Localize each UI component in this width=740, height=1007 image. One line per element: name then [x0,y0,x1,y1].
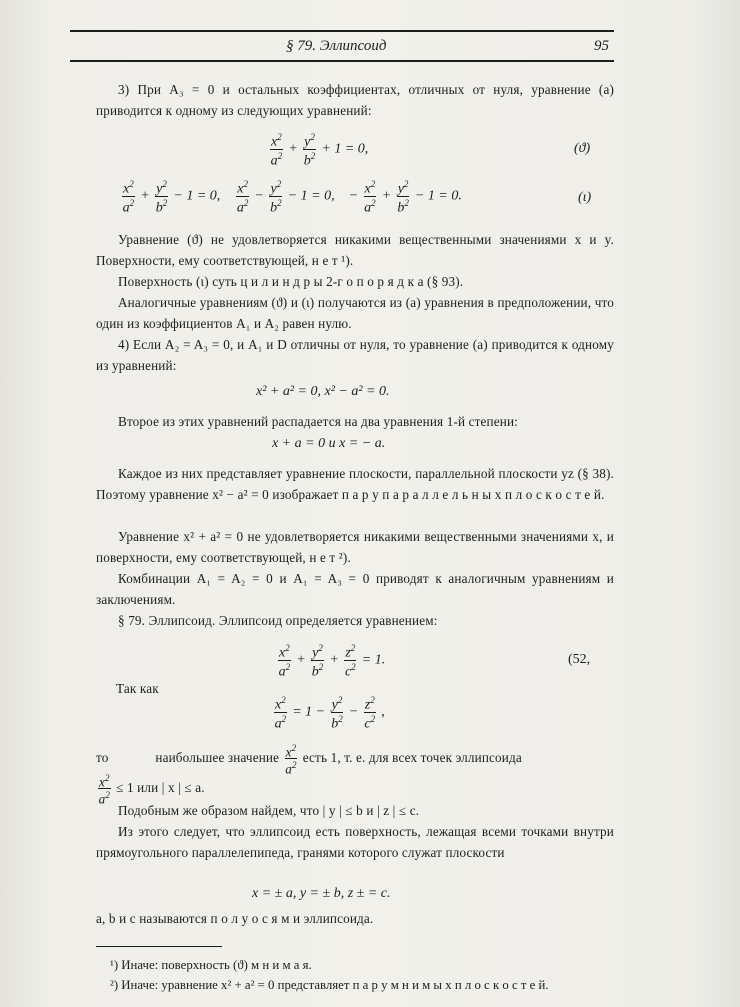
equation-ratio: $\frac{x^2}{a^2}$ = 1 − $\frac{y^2}{b^2}$ − $\frac{z^2}{c^2}$ , [274,695,385,732]
paragraph: Комбинации A₁ = A₂ = 0 и A₁ = A₃ = 0 приводят к аналогичным уравнениям и заключениям. [96,571,614,607]
equation-theta: $\frac{x^2}{a^2}$ + $\frac{y^2}{b^2}$ + 1 = 0, [270,132,369,169]
footnote: ²) Иначе: уравнение x² + a² = 0 представляет п а р у м н и м ы х п л о с к о с т е й. [110,978,549,992]
footnote: ¹) Иначе: поверхность (ϑ) м н и м а я. [110,958,312,972]
equation-planes: x = ± a, y = ± b, z ± = c. [252,886,391,901]
paragraph: Уравнение (ϑ) не удовлетворяется никакими вещественными значениями x и y. Поверхности, ему соответствующей, н е т ¹). [96,232,614,268]
page-number: 95 [594,38,609,54]
paragraph-line: то наибольшее значение $\frac{x^2}{a^2}$ есть 1, т. е. для всех точек эллипсоида [96,743,522,777]
paragraph: Поверхность (ι) суть ц и л и н д р ы 2-г о п о р я д к а (§ 93). [118,274,464,289]
paragraph: a, b и c называются п о л у о с я м и эллипсоида. [96,911,374,926]
paragraph: Из этого следует, что эллипсоид есть поверхность, лежащая всеми точками внутри прямоугольного параллелепипеда, гранями которого служат плоскости [96,824,614,860]
header-rule-bottom [70,60,614,62]
equation-linear: x + a = 0 и x = − a. [272,436,386,451]
header-rule-top [70,30,614,32]
paragraph: Второе из этих уравнений распадается на два уравнения 1-й степени: [118,414,518,429]
paragraph: Подобным же образом найдем, что | y | ≤ b и | z | ≤ c. [118,803,420,818]
text: ≤ 1 или | x | ≤ a. [116,779,205,795]
equation-label: (ι) [578,190,592,205]
paragraph: Аналогичные уравнениям (ϑ) и (ι) получаются из (a) уравнения в предположении, что один из коэффициентов A₁ и A₂ равен нулю. [96,295,614,331]
paragraph: Уравнение x² + a² = 0 не удовлетворяется никакими вещественными значениями x, и поверхности, ему соответствующей, н е т ²). [96,529,614,565]
text: то [96,749,109,765]
paragraph: Так как [116,681,159,696]
text: есть 1, т. е. для всех точек эллипсоида [302,749,522,765]
running-head-section: § 79. Эллипсоид [286,38,387,54]
paragraph: Каждое из них представляет уравнение плоскости, параллельной плоскости yz (§ 38). Поэтому уравнение x² − a² = 0 изображает п а р у п а р а л л е л ь н ы х п л о с к о с т е й. [96,466,614,502]
paragraph: 3) При A₃ = 0 и остальных коэффициентах, отличных от нуля, уравнение (a) приводится к одному из следующих уравнений: [96,82,614,118]
text: наибольшее значение [155,749,280,765]
equation-label: (52, [568,652,591,667]
paragraph: § 79. Эллипсоид. Эллипсоид определяется уравнением: [118,613,438,628]
paragraph: 4) Если A₂ = A₃ = 0, и A₁ и D отличны от нуля, то уравнение (a) приводится к одному из уравнений: [96,337,614,373]
paragraph-line: $\frac{x^2}{a^2}$ ≤ 1 или | x | ≤ a. [98,773,205,807]
equation-pair: x² + a² = 0, x² − a² = 0. [256,384,390,399]
footnote-rule [96,946,222,947]
equation-52: $\frac{x^2}{a^2}$ + $\frac{y^2}{b^2}$ + $\frac{z^2}{c^2}$ = 1. [278,643,386,680]
equation-label: (ϑ) [574,141,591,156]
equation-iota: $\frac{x^2}{a^2}$ + $\frac{y^2}{b^2}$ − 1 = 0, $\frac{x^2}{a^2}$ − $\frac{y^2}{b^2}$ − 1 = 0, − $\frac{x^2}{a^2}$ + $\frac{y^2}{b^2}$ − 1 = 0. [122,179,462,216]
